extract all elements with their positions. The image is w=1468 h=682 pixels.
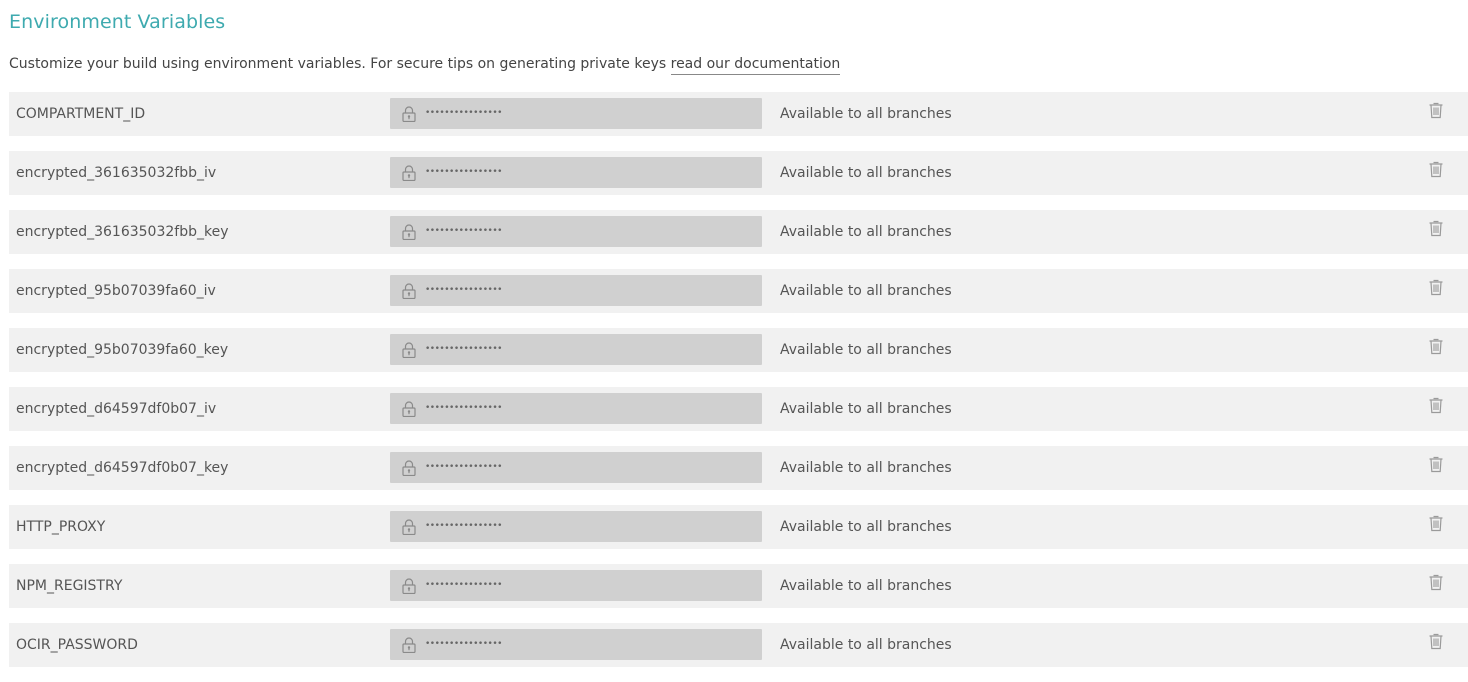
masked-value: •••••••••••••••• [425,167,502,177]
variable-name: encrypted_95b07039fa60_key [16,342,229,358]
lock-icon [402,637,416,653]
delete-variable-button[interactable] [1428,514,1444,532]
variable-value-field [390,334,762,365]
lock-icon [402,224,416,240]
variable-row [9,446,1468,490]
variable-name: encrypted_95b07039fa60_iv [16,283,216,299]
variable-row [9,505,1468,549]
branch-availability: Available to all branches [780,637,952,653]
delete-variable-button[interactable] [1428,101,1444,119]
lock-icon [402,283,416,299]
lock-icon [402,401,416,417]
branch-availability: Available to all branches [780,519,952,535]
branch-availability: Available to all branches [780,224,952,240]
variable-value-field [390,157,762,188]
variable-name: encrypted_d64597df0b07_key [16,460,229,476]
trash-icon [1428,219,1444,237]
variable-value-field [390,393,762,424]
trash-icon [1428,337,1444,355]
section-title: Environment Variables [9,11,226,33]
masked-value: •••••••••••••••• [425,639,502,649]
variable-name: encrypted_d64597df0b07_iv [16,401,217,417]
variable-name: encrypted_361635032fbb_key [16,224,229,240]
delete-variable-button[interactable] [1428,396,1444,414]
lock-icon [402,460,416,476]
masked-value: •••••••••••••••• [425,580,502,590]
delete-variable-button[interactable] [1428,219,1444,237]
variable-row [9,623,1468,667]
trash-icon [1428,278,1444,296]
lock-icon [402,342,416,358]
variable-row [9,387,1468,431]
lock-icon [402,106,416,122]
branch-availability: Available to all branches [780,342,952,358]
documentation-link[interactable]: read our documentation [671,56,841,75]
variable-name: NPM_REGISTRY [16,578,123,594]
lock-icon [402,578,416,594]
variable-row [9,564,1468,608]
variable-value-field [390,216,762,247]
variable-value-field [390,629,762,660]
branch-availability: Available to all branches [780,401,952,417]
branch-availability: Available to all branches [780,578,952,594]
delete-variable-button[interactable] [1428,337,1444,355]
delete-variable-button[interactable] [1428,455,1444,473]
branch-availability: Available to all branches [780,460,952,476]
variables-list [9,92,1468,682]
variable-name: HTTP_PROXY [16,519,106,535]
masked-value: •••••••••••••••• [425,108,502,118]
trash-icon [1428,455,1444,473]
variable-value-field [390,452,762,483]
variable-name: COMPARTMENT_ID [16,106,146,122]
masked-value: •••••••••••••••• [425,285,502,295]
variable-row [9,151,1468,195]
delete-variable-button[interactable] [1428,573,1444,591]
variable-value-field [390,275,762,306]
masked-value: •••••••••••••••• [425,344,502,354]
masked-value: •••••••••••••••• [425,403,502,413]
description-text: Customize your build using environment variables. For secure tips on generating private keys [9,56,671,72]
branch-availability: Available to all branches [780,106,952,122]
trash-icon [1428,101,1444,119]
variable-row [9,92,1468,136]
section-description [9,56,840,72]
variable-row [9,210,1468,254]
variable-name: OCIR_PASSWORD [16,637,138,653]
trash-icon [1428,396,1444,414]
delete-variable-button[interactable] [1428,160,1444,178]
variable-value-field [390,98,762,129]
lock-icon [402,165,416,181]
lock-icon [402,519,416,535]
trash-icon [1428,160,1444,178]
trash-icon [1428,514,1444,532]
variable-value-field [390,570,762,601]
delete-variable-button[interactable] [1428,632,1444,650]
variable-row [9,269,1468,313]
masked-value: •••••••••••••••• [425,521,502,531]
delete-variable-button[interactable] [1428,278,1444,296]
branch-availability: Available to all branches [780,165,952,181]
trash-icon [1428,632,1444,650]
trash-icon [1428,573,1444,591]
variable-name: encrypted_361635032fbb_iv [16,165,217,181]
masked-value: •••••••••••••••• [425,462,502,472]
masked-value: •••••••••••••••• [425,226,502,236]
variable-row [9,328,1468,372]
branch-availability: Available to all branches [780,283,952,299]
variable-value-field [390,511,762,542]
